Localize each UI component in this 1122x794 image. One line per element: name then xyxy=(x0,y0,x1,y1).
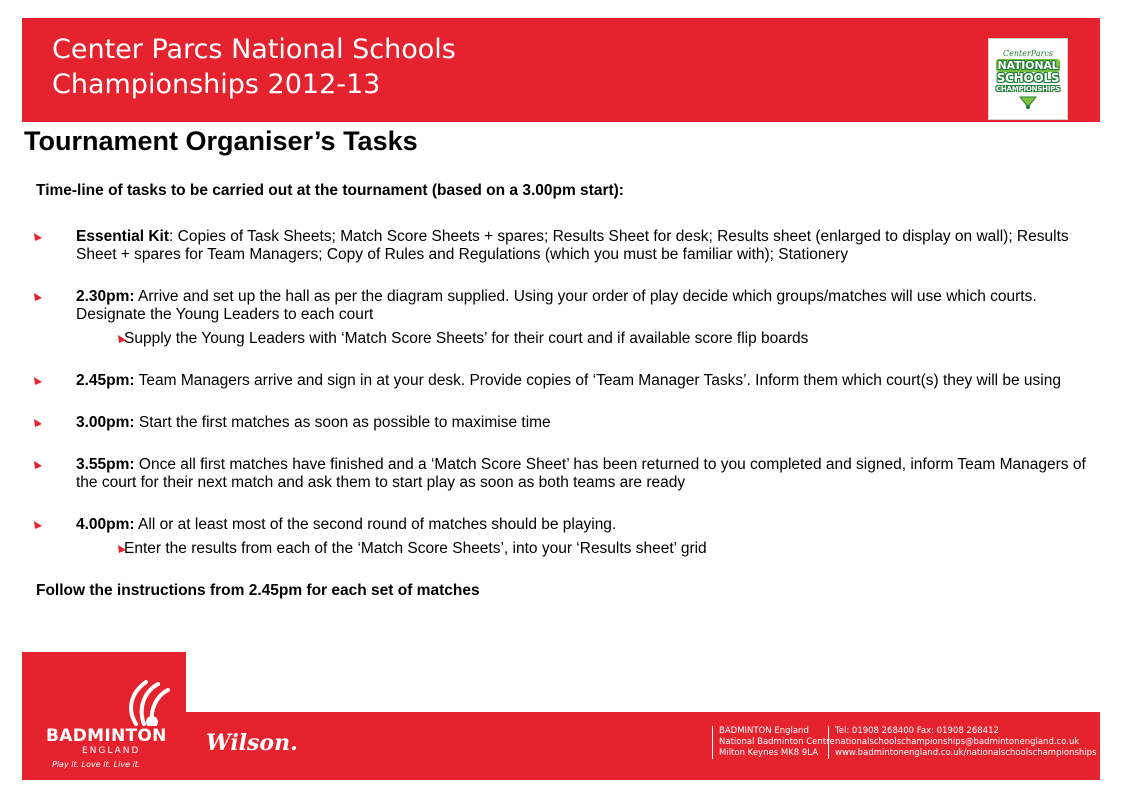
item-text: : Copies of Task Sheets; Match Score Sheets + spares; Results Sheet for desk; Results sheet (enlarged to display on wall); Results Sheet + spares for Team Managers; Copy of Rules and Regulations (which you must be familiar with); Stationery xyxy=(76,228,1069,263)
header-title xyxy=(52,32,456,102)
item-heading: 3.00pm: xyxy=(76,414,135,431)
bullet-icon xyxy=(32,231,44,243)
championships-logo xyxy=(988,38,1068,120)
list-item-400pm xyxy=(36,516,1096,534)
bullet-icon xyxy=(32,375,44,387)
list-item-245pm xyxy=(36,372,1096,390)
item-text: Team Managers arrive and sign in at your desk. Provide copies of ‘Team Manager Tasks’. Inform them which court(s) they will be using xyxy=(134,372,1061,389)
item-heading: 2.45pm: xyxy=(76,372,135,389)
item-text: Once all first matches have finished and a ‘Match Score Sheet’ has been returned to you completed and signed, inform Team Managers of the court for their next match and ask them to start play as soon as both teams are ready xyxy=(76,456,1086,491)
item-text: Arrive and set up the hall as per the diagram supplied. Using your order of play decide which groups/matches will use which courts. Designate the Young Leaders to each court xyxy=(76,288,1037,323)
contact-email: nationalschoolschampionships@badmintonengland.co.uk xyxy=(835,737,1080,747)
list-item-essential-kit xyxy=(36,228,1096,264)
badminton-england-name: BADMINTON xyxy=(46,726,167,746)
item-heading: Essential Kit xyxy=(76,228,170,245)
address-line: BADMINTON England xyxy=(719,726,809,736)
bullet-icon xyxy=(32,291,44,303)
footer-notch xyxy=(186,652,1100,712)
badminton-england-sub: ENGLAND xyxy=(82,746,141,756)
sub-item-text: Enter the results from each of the ‘Match Score Sheets’, into your ‘Results sheet’ grid xyxy=(124,540,707,557)
address-line: National Badminton Centre xyxy=(719,737,835,747)
sub-item-enter-results xyxy=(36,540,1096,558)
list-item-230pm xyxy=(36,288,1096,324)
logo-word-championships: CHAMPIONSHIPS xyxy=(996,85,1060,93)
closing-instruction: Follow the instructions from 2.45pm for each set of matches xyxy=(36,582,480,599)
sub-item-text: Supply the Young Leaders with ‘Match Score Sheets’ for their court and if available score flip boards xyxy=(124,330,809,347)
intro-text: Time-line of tasks to be carried out at the tournament (based on a 3.00pm start): xyxy=(36,182,624,199)
list-item-355pm xyxy=(36,456,1096,492)
item-text: Start the first matches as soon as possible to maximise time xyxy=(134,414,551,431)
header-title-line2: Championships 2012-13 xyxy=(52,69,381,100)
logo-word-national: NATIONAL xyxy=(997,59,1059,72)
footer-banner xyxy=(22,652,1100,780)
wilson-logo: Wilson. xyxy=(206,730,298,756)
address-line: Milton Keynes MK8 9LA xyxy=(719,748,819,758)
list-item-300pm xyxy=(36,414,1096,432)
logo-brand-text: CenterParcs xyxy=(1003,49,1053,58)
bullet-icon xyxy=(116,543,128,555)
page-title: Tournament Organiser’s Tasks xyxy=(24,126,418,156)
bullet-icon xyxy=(32,417,44,429)
header-title-line1: Center Parcs National Schools xyxy=(52,34,456,65)
item-heading: 2.30pm: xyxy=(76,288,135,305)
contact-phone: Tel: 01908 268400 Fax: 01908 268412 xyxy=(835,726,999,736)
item-heading: 3.55pm: xyxy=(76,456,135,473)
logo-word-schools: SCHOOLS xyxy=(996,71,1060,85)
task-content xyxy=(36,182,1096,600)
sub-item-score-sheets xyxy=(36,330,1096,348)
item-text: All or at least most of the second round of matches should be playing. xyxy=(134,516,617,533)
contact-block xyxy=(828,726,1096,759)
badminton-england-emblem-icon xyxy=(46,678,176,726)
shuttlecock-icon xyxy=(1016,95,1040,109)
bullet-icon xyxy=(116,333,128,345)
bullet-icon xyxy=(32,519,44,531)
bullet-icon xyxy=(32,459,44,471)
item-heading: 4.00pm: xyxy=(76,516,135,533)
contact-website: www.badmintonengland.co.uk/nationalschoolschampionships xyxy=(835,748,1097,758)
header-banner xyxy=(22,18,1100,122)
address-block xyxy=(712,726,835,759)
badminton-england-tagline: Play it. Love it. Live it. xyxy=(52,760,141,769)
